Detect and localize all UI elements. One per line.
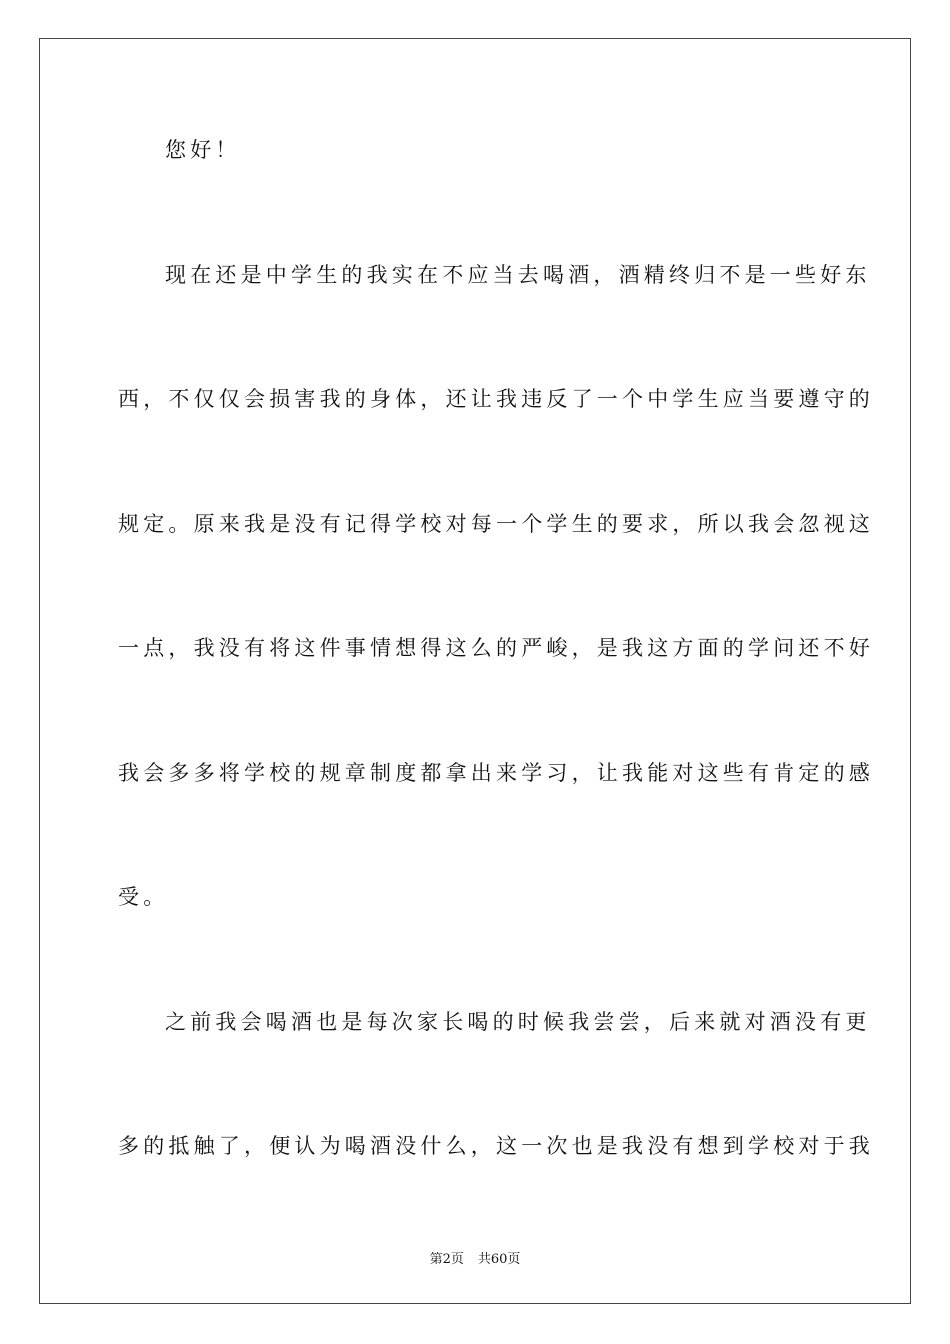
paragraph-line: 现在还是中学生的我实在不应当去喝酒，酒精终归不是一些好东 [165, 263, 871, 287]
paragraph-line: 受。 [118, 885, 169, 909]
greeting-line: 您好！ [165, 138, 241, 162]
paragraph-line: 之前我会喝酒也是每次家长喝的时候我尝尝，后来就对酒没有更 [165, 1010, 871, 1034]
page-total: 共60页 [477, 1252, 521, 1267]
paragraph-line: 多的抵触了，便认为喝酒没什么，这一次也是我没有想到学校对于我 [118, 1134, 874, 1158]
page-border [39, 38, 911, 1304]
paragraph-line: 规定。原来我是没有记得学校对每一个学生的要求，所以我会忽视这 [118, 512, 874, 536]
paragraph-line: 西，不仅仅会损害我的身体，还让我违反了一个中学生应当要遵守的 [118, 387, 874, 411]
page-number: 第2页 [429, 1252, 464, 1267]
paragraph-line: 我会多多将学校的规章制度都拿出来学习，让我能对这些有肯定的感 [118, 761, 874, 785]
paragraph-line: 一点，我没有将这件事情想得这么的严峻，是我这方面的学问还不好 [118, 636, 874, 660]
page-footer [0, 1248, 950, 1267]
